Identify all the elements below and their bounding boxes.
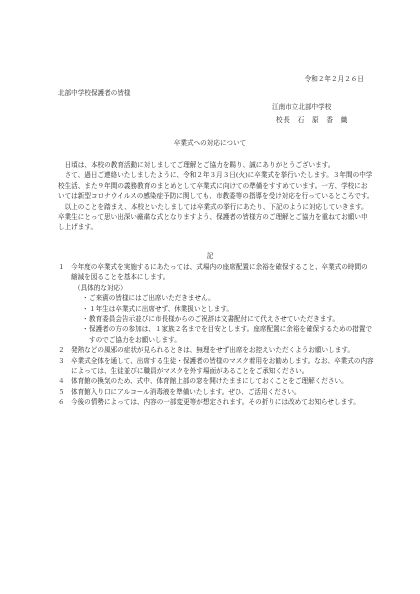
list-item — [58, 262, 374, 283]
sender-school: 江南市立北部中学校 — [272, 103, 332, 111]
sender-principal: 校長 石 原 香 織 — [276, 116, 348, 124]
bullet-dot: ・ — [82, 304, 89, 313]
item-text: 体育館入り口にアルコール消毒液を準備いたします。ぜひ、ご活用ください。 — [71, 387, 301, 396]
bullet-text: 保護者の方の参加は、１家族２名までを目安とします。座席配置に余裕を確保するための措置ですのでご協力をお願いします。 — [89, 325, 373, 344]
document-title: 卒業式への対応について — [173, 139, 247, 147]
item-number: １ — [58, 263, 65, 271]
bullet-item — [58, 314, 374, 324]
paragraph: さて、過日ご連絡いたしましたように、令和２年３月３日(火)に卒業式を挙行いたします。３年間の中学校生活、また９年間の義務教育のまとめとして卒業式に向けての準備をすすめています。一方、学校においては新型コロナウイルスの感染症予防に関しても、市教委等の指導を受け対応を行っているところです。 — [58, 171, 374, 201]
item-text: 今年度の卒業式を実施するにあたっては、式場内の座席配置に余裕を確保すること、卒業式の時間の縮減を図ることを基本にします。 — [71, 263, 368, 282]
paragraph: 日頃は、本校の教育活動に対しましてご理解とご協力を賜り、誠にありがとうございます。 — [64, 161, 335, 169]
list-item — [58, 345, 374, 355]
list-item — [58, 387, 374, 397]
paragraph: 以上のことを踏まえ、本校といたしましては卒業式の挙行にあたり、下記のように対応していきます。卒業生にとって思い出深い厳粛な式となりますよう、保護者の皆様方のご理解とご協力を重ねてお願い申し上げます。 — [58, 202, 368, 232]
bullet-dot: ・ — [82, 315, 89, 324]
item-text: 卒業式全体を通して、出席する生徒・保護者の皆様のマスク着用をお勧めします。なお、卒業式の内容によっては、生徒並びに職員がマスクを外す場面があることをご承知ください。 — [71, 356, 374, 376]
item-list — [58, 262, 374, 408]
recipient-line: 北部中学校保護者の皆様 — [58, 89, 131, 97]
item-text: 今後の情勢によっては、内容の一部変更等が想定されます。その折りには改めてお知らせします。 — [71, 398, 360, 407]
ki-heading: 記 — [206, 252, 214, 260]
list-item — [58, 376, 374, 386]
item-text: 発熱などの風邪の症状が見られるときは、無理をせず出席をお控えいただくようお願いします。 — [71, 346, 355, 355]
bullet-item — [58, 293, 374, 303]
item-number: ２ — [58, 346, 65, 355]
bullet-dot: ・ — [82, 294, 89, 303]
item-number: ６ — [58, 398, 65, 407]
bullet-text: ご来賓の皆様にはご出席いただきません。 — [89, 294, 215, 303]
bullet-text: １年生は卒業式に出席せず、休業扱いとします。 — [89, 304, 234, 313]
item-text: 体育館の換気のため、式中、体育館上部の窓を開けたままにしておくことをご理解ください。 — [71, 377, 348, 386]
detail-heading: （具体的な対応） — [74, 283, 127, 292]
item-number: ５ — [58, 387, 65, 396]
item-number: ３ — [58, 356, 65, 365]
list-item — [58, 356, 374, 377]
item-number: ４ — [58, 377, 65, 386]
bullet-item — [58, 304, 374, 314]
bullet-text: 教育委員会告示並びに市長様からのご祝辞は文書配付にて代えさせていただきます。 — [89, 315, 340, 324]
document-date: 令和２年２月２６日 — [304, 75, 364, 83]
list-item — [58, 397, 374, 407]
bullet-dot: ・ — [82, 325, 89, 334]
bullet-item — [58, 324, 374, 345]
body-text — [58, 160, 374, 233]
